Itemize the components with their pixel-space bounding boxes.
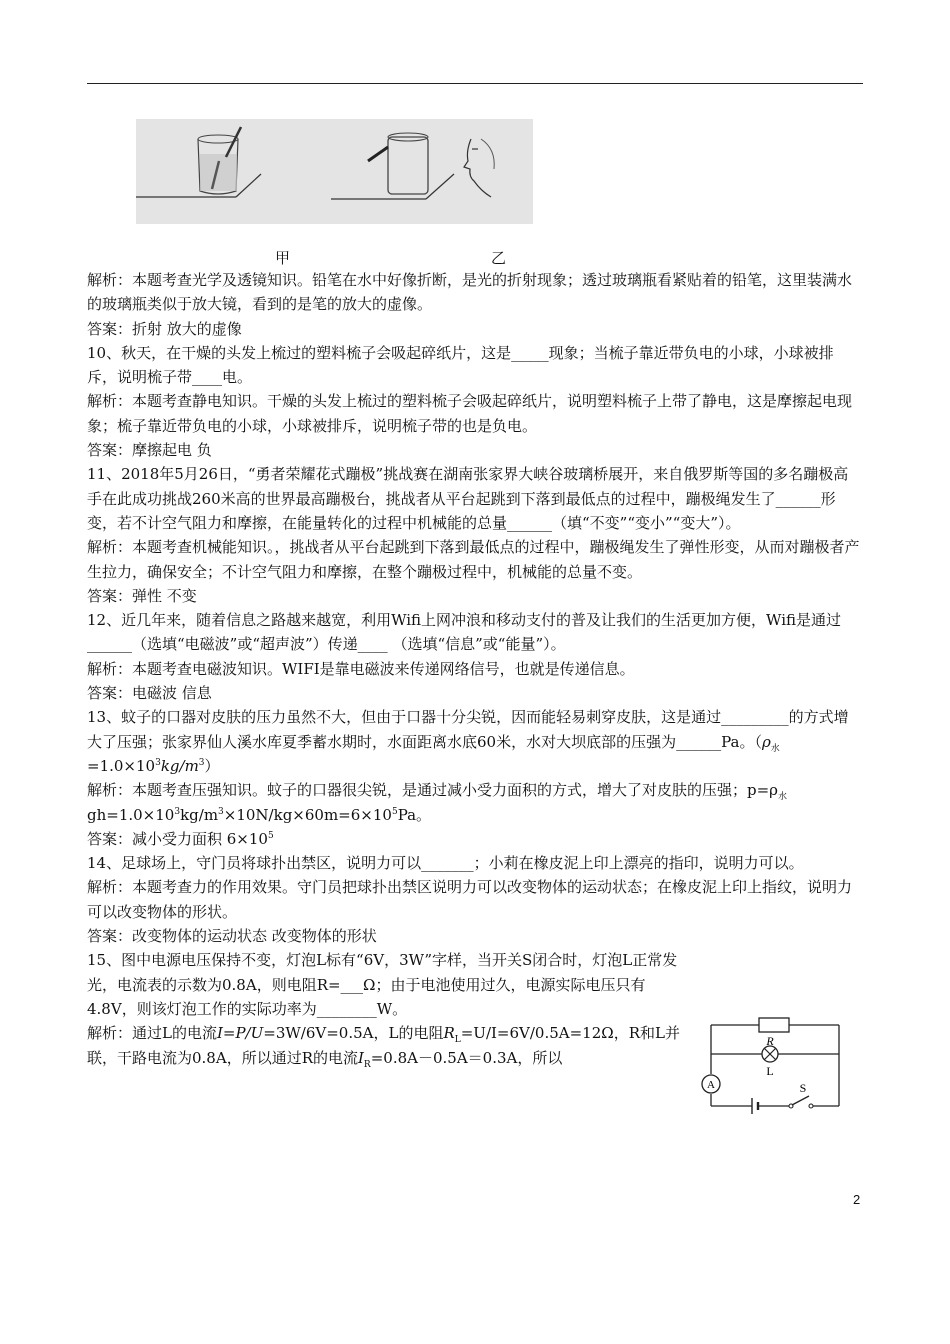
figure-label-right: 乙: [491, 249, 507, 267]
page-number: 2: [853, 1192, 861, 1207]
q10-question: 10、秋天，在干燥的头发上梳过的塑料梳子会吸起碎纸片，这是_____现象；当梳子靠近带负电的小球，小球被排斥，说明梳子带____电。: [87, 343, 834, 387]
q10-analysis: 解析：本题考查静电知识。干燥的头发上梳过的塑料梳子会吸起碎纸片，说明塑料梳子上带了静电，这是摩擦起电现象；梳子靠近带负电的小球，小球被排斥，说明梳子带的也是负电。: [87, 392, 853, 435]
q13-answer: 答案：减小受力面积 $6\times 10^5$: [87, 829, 274, 848]
refraction-illustration: [136, 119, 533, 224]
q14-answer: 答案：改变物体的运动状态 改变物体的形状: [87, 927, 377, 946]
label-r: R: [766, 1034, 774, 1048]
q12-answer: 答案：电磁波 信息: [87, 684, 212, 703]
circuit-diagram: [697, 1012, 847, 1116]
switch-symbol: [792, 1096, 809, 1105]
q15-block: [87, 948, 687, 1069]
document-body: [87, 268, 863, 1070]
q14-question: 14、足球场上，守门员将球扑出禁区，说明力可以_______；小莉在橡皮泥上印上漂亮的指印，说明力可以。: [87, 854, 804, 873]
q9-analysis: 解析：本题考查光学及透镜知识。铅笔在水中好像折断，是光的折射现象；透过玻璃瓶看紧贴着的铅笔，这里装满水的玻璃瓶类似于放大镜，看到的是笔的放大的虚像。: [87, 271, 853, 314]
q12-analysis: 解析：本题考查电磁波知识。WIFI是靠电磁波来传递网络信号，也就是传递信息。: [87, 659, 635, 678]
label-a: A: [707, 1079, 715, 1091]
header-rule: [87, 83, 863, 84]
q9-answer: 答案：折射 放大的虚像: [87, 319, 242, 338]
figure-label-left: 甲: [275, 249, 291, 267]
resistor-symbol: [759, 1018, 789, 1032]
refraction-figure: [136, 119, 533, 224]
q11-analysis: 解析：本题考查机械能知识。，挑战者从平台起跳到下落到最低点的过程中，蹦极绳发生了弹性形变，从而对蹦极者产生拉力，确保安全；不计空气阻力和摩擦，在整个蹦极过程中，机械能的总量不变。: [87, 538, 860, 581]
label-s: S: [799, 1081, 807, 1095]
q15-question: 15、图中电源电压保持不变，灯泡L标有“6V，3W”字样，当开关S闭合时，灯泡L正常发光，电流表的示数为0.8A，则电阻R=___Ω；由于电池使用过久，电源实际电压只有4.8V，则该灯泡工作的实际功率为________W。: [87, 951, 678, 1018]
q13-analysis: 解析：本题考查压强知识。蚊子的口器很尖锐，是通过减小受力面积的方式，增大了对皮肤的压强；$p=\rho_水gh=1.0\times 10^3kg/m^3\times 10N/kg\times 60m=6\times 10^5Pa$。: [87, 781, 788, 824]
q11-answer: 答案：弹性 不变: [87, 586, 197, 605]
q12-question: 12、近几年来，随着信息之路越来越宽，利用Wifi上网冲浪和移动支付的普及让我们的生活更加方便，Wifi是通过 ______（选填“电磁波”或“超声波”）传递____ （选填“信息”或“能量”）。: [87, 611, 842, 654]
label-l: L: [766, 1064, 774, 1078]
q13-question: 13、蚊子的口器对皮肤的压力虽然不大，但由于口器十分尖锐，因而能轻易刺穿皮肤，这是通过_________的方式增大了压强；张家界仙人溪水库夏季蓄水期时，水面距离水底60米，水对大坝底部的压强为______Pa。$(\rho_水=1.0\times 10^3kg/m^3)$: [87, 708, 849, 775]
q11-question: 11、2018年5月26日，“勇者荣耀花式蹦极”挑战赛在湖南张家界大峡谷玻璃桥展开，来自俄罗斯等国的多名蹦极高手在此成功挑战260米高的世界最高蹦极台，挑战者从平台起跳到下落到最低点的过程中，蹦极绳发生了______形变，若不计空气阻力和摩擦，在能量转化的过程中机械能的总量______（填“不变”“变小”“变大”）。: [87, 465, 849, 532]
q15-analysis: 解析：通过L的电流I=P/U=3W/6V=0.5A，L的电阻$R_L=U/I=6V/0.5A=12\Omega$，R和L并联，干路电流为0.8A，所以通过R的电流$I_R=0.8A-0.5A=0.3A$，所以: [87, 1024, 680, 1070]
q14-analysis: 解析：本题考查力的作用效果。守门员把球扑出禁区说明力可以改变物体的运动状态；在橡皮泥上印上指纹，说明力可以改变物体的形状。: [87, 878, 853, 921]
q10-answer: 答案：摩擦起电 负: [87, 441, 212, 460]
